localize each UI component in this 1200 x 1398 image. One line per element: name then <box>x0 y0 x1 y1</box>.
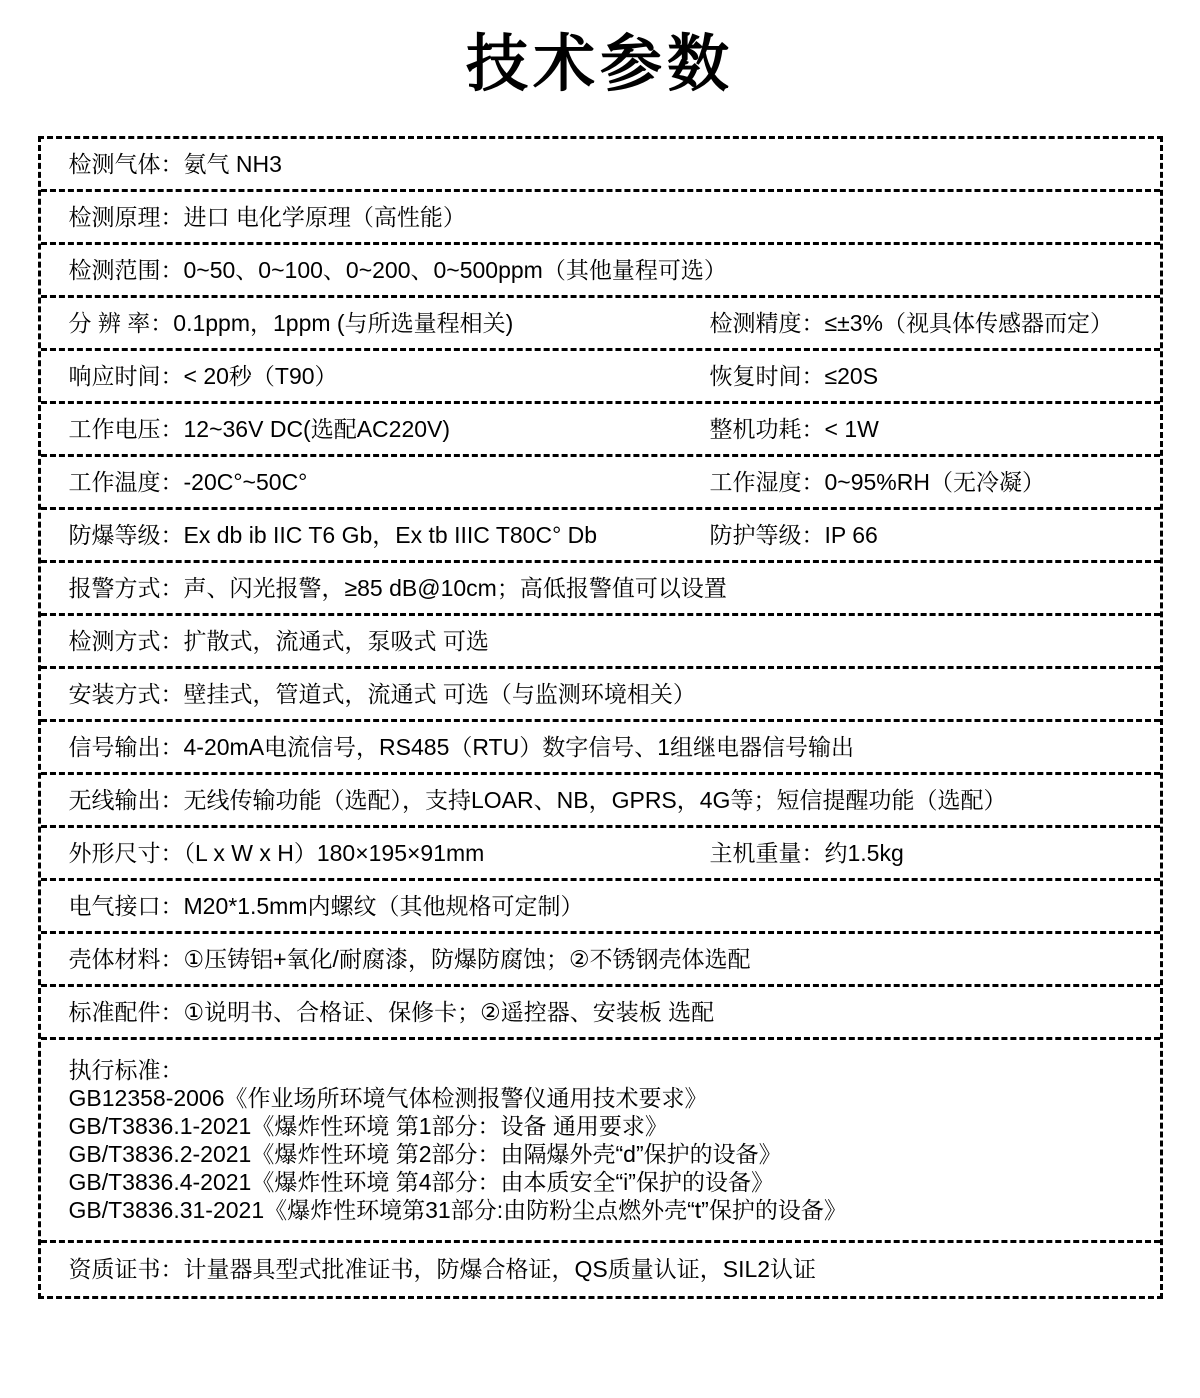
row-housing-material <box>41 934 1160 987</box>
dimensions-spec: 外形尺寸：（L x W x H）180×195×91mm <box>68 839 485 866</box>
row-dimensions-weight <box>41 828 1160 881</box>
row-detection-gas <box>41 139 1160 192</box>
response-time-spec: 响应时间：< 20秒（T90） <box>68 362 338 389</box>
explosion-proof-rating-spec: 防爆等级：Ex db ib IIC T6 Gb，Ex tb IIIC T80C° Db <box>68 521 598 548</box>
certificates-spec: 资质证书：计量器具型式批准证书，防爆合格证，QS质量认证，SIL2认证 <box>68 1256 817 1283</box>
standard-line-gbt3836-4: GB/T3836.4-2021《爆炸性环境 第4部分：由本质安全“i”保护的设备》 <box>68 1169 774 1195</box>
row-response-recovery-time <box>41 351 1160 404</box>
row-detection-principle <box>41 192 1160 245</box>
page-title: 技术参数 <box>465 30 734 99</box>
row-detection-range <box>41 245 1160 298</box>
signal-output-spec: 信号输出：4-20mA电流信号，RS485（RTU）数字信号、1组继电器信号输出 <box>68 733 855 760</box>
alarm-mode-spec: 报警方式：声、闪光报警，≥85 dB@10cm；高低报警值可以设置 <box>68 574 727 601</box>
wireless-output-spec: 无线输出：无线传输功能（选配），支持LOAR、NB，GPRS，4G等；短信提醒功能（选配） <box>68 786 1007 813</box>
row-explosion-protection-rating <box>41 510 1160 563</box>
working-humidity-spec: 工作湿度：0~95%RH（无冷凝） <box>709 468 1045 495</box>
row-installation-mode <box>41 669 1160 722</box>
working-voltage-spec: 工作电压：12~36V DC(选配AC220V) <box>68 415 451 442</box>
row-temperature-humidity <box>41 457 1160 510</box>
detection-mode-spec: 检测方式：扩散式，流通式，泵吸式 可选 <box>68 627 489 654</box>
row-detection-mode <box>41 616 1160 669</box>
row-executive-standards <box>41 1040 1160 1243</box>
row-alarm-mode <box>41 563 1160 616</box>
detection-gas-spec: 检测气体：氨气 NH3 <box>68 150 282 177</box>
accuracy-spec: 检测精度：≤±3%（视具体传感器而定） <box>709 309 1113 336</box>
detection-principle-spec: 检测原理：进口 电化学原理（高性能） <box>68 203 466 230</box>
row-voltage-power <box>41 404 1160 457</box>
housing-material-spec: 壳体材料：①压铸铝+氧化/耐腐漆，防爆防腐蚀；②不锈钢壳体选配 <box>68 945 751 972</box>
row-resolution-accuracy <box>41 298 1160 351</box>
detection-range-spec: 检测范围：0~50、0~100、0~200、0~500ppm（其他量程可选） <box>68 256 727 283</box>
spec-table <box>38 136 1163 1299</box>
recovery-time-spec: 恢复时间：≤20S <box>709 362 879 389</box>
row-certificates <box>41 1243 1160 1296</box>
standard-line-gbt3836-1: GB/T3836.1-2021《爆炸性环境 第1部分：设备 通用要求》 <box>68 1113 668 1139</box>
standard-line-gbt3836-2: GB/T3836.2-2021《爆炸性环境 第2部分：由隔爆外壳“d”保护的设备》 <box>68 1141 782 1167</box>
power-consumption-spec: 整机功耗：< 1W <box>709 415 879 442</box>
standard-line-gb12358: GB12358-2006《作业场所环境气体检测报警仪通用技术要求》 <box>68 1085 708 1111</box>
weight-spec: 主机重量：约1.5kg <box>709 839 904 866</box>
standard-line-gbt3836-31: GB/T3836.31-2021《爆炸性环境第31部分:由防粉尘点燃外壳“t”保护的设备》 <box>68 1197 847 1223</box>
working-temperature-spec: 工作温度：-20C°~50C° <box>68 468 308 495</box>
installation-mode-spec: 安装方式：壁挂式，管道式，流通式 可选（与监测环境相关） <box>68 680 696 707</box>
row-electrical-interface <box>41 881 1160 934</box>
row-signal-output <box>41 722 1160 775</box>
row-standard-accessories <box>41 987 1160 1040</box>
row-wireless-output <box>41 775 1160 828</box>
resolution-spec: 分 辨 率：0.1ppm，1ppm (与所选量程相关) <box>68 309 514 336</box>
executive-standards-heading: 执行标准： <box>68 1057 184 1083</box>
electrical-interface-spec: 电气接口：M20*1.5mm内螺纹（其他规格可定制） <box>68 892 584 919</box>
standard-accessories-spec: 标准配件：①说明书、合格证、保修卡；②遥控器、安装板 选配 <box>68 998 715 1025</box>
ingress-protection-spec: 防护等级：IP 66 <box>709 521 878 548</box>
